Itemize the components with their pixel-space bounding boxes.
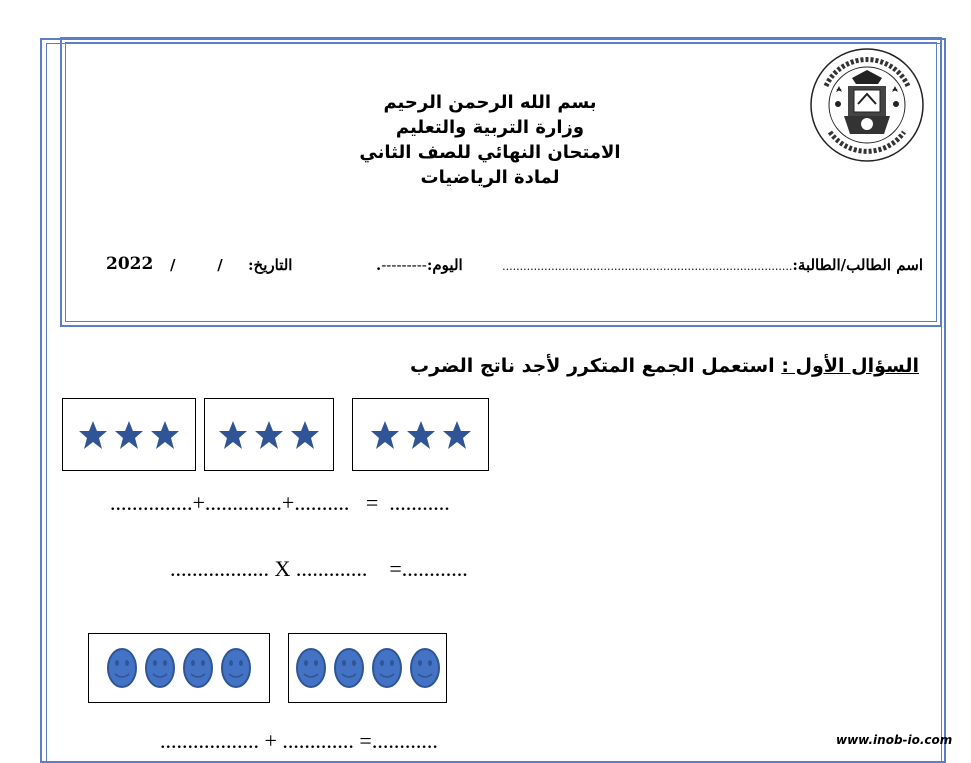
jordan-coat-of-arms-icon	[808, 46, 926, 164]
faces-addition-equation: .................. + ............. =............	[160, 728, 438, 753]
date-slashes-field	[170, 256, 223, 274]
basmala: بسم الله الرحمن الرحيم	[383, 92, 597, 113]
star-icon	[442, 420, 472, 450]
face-group-box	[88, 633, 270, 703]
stars-multiplication-equation: .................. X ............. =............	[170, 556, 468, 581]
smiley-face-icon	[333, 647, 365, 689]
smiley-face-icon	[220, 647, 252, 689]
subject-name: لمادة الرياضيات	[420, 167, 560, 188]
smiley-face-icon	[144, 647, 176, 689]
star-icon	[218, 420, 248, 450]
smiley-face-icon	[409, 647, 441, 689]
star-group-box	[62, 398, 196, 471]
date-slashes: / /	[170, 256, 223, 274]
question-1-label: السؤال الأول :	[781, 355, 919, 377]
day-dashes: ---------	[381, 256, 427, 274]
day-field	[376, 256, 463, 274]
day-period: .	[376, 256, 382, 274]
star-icon	[78, 420, 108, 450]
star-icon	[290, 420, 320, 450]
website-footer: www.inob-io.com	[836, 733, 953, 747]
stars-addition-equation: ...............+..............+.......... = ...........	[110, 490, 450, 515]
smiley-face-icon	[371, 647, 403, 689]
day-label: اليوم:	[426, 256, 463, 274]
student-name-label: اسم الطالب/الطالبة:	[792, 256, 923, 274]
star-icon	[114, 420, 144, 450]
exam-title: الامتحان النهائي للصف الثاني	[359, 142, 621, 163]
face-group-box	[288, 633, 447, 703]
date-label-field	[248, 256, 292, 274]
date-label: التاريخ:	[248, 256, 293, 274]
student-name-dots: ...................................................................................	[502, 260, 793, 273]
exam-header-title	[300, 90, 680, 190]
star-group-box	[352, 398, 489, 471]
star-icon	[406, 420, 436, 450]
date-year: 2022	[106, 254, 154, 274]
ministry-name: وزارة التربية والتعليم	[395, 117, 585, 138]
question-1	[410, 355, 919, 377]
star-group-box	[204, 398, 334, 471]
smiley-face-icon	[106, 647, 138, 689]
star-icon	[254, 420, 284, 450]
question-1-text: استعمل الجمع المتكرر لأجد ناتج الضرب	[410, 355, 775, 377]
smiley-face-icon	[182, 647, 214, 689]
student-name-field	[502, 256, 923, 274]
star-icon	[150, 420, 180, 450]
star-icon	[370, 420, 400, 450]
smiley-face-icon	[295, 647, 327, 689]
date-year-field	[106, 254, 153, 274]
